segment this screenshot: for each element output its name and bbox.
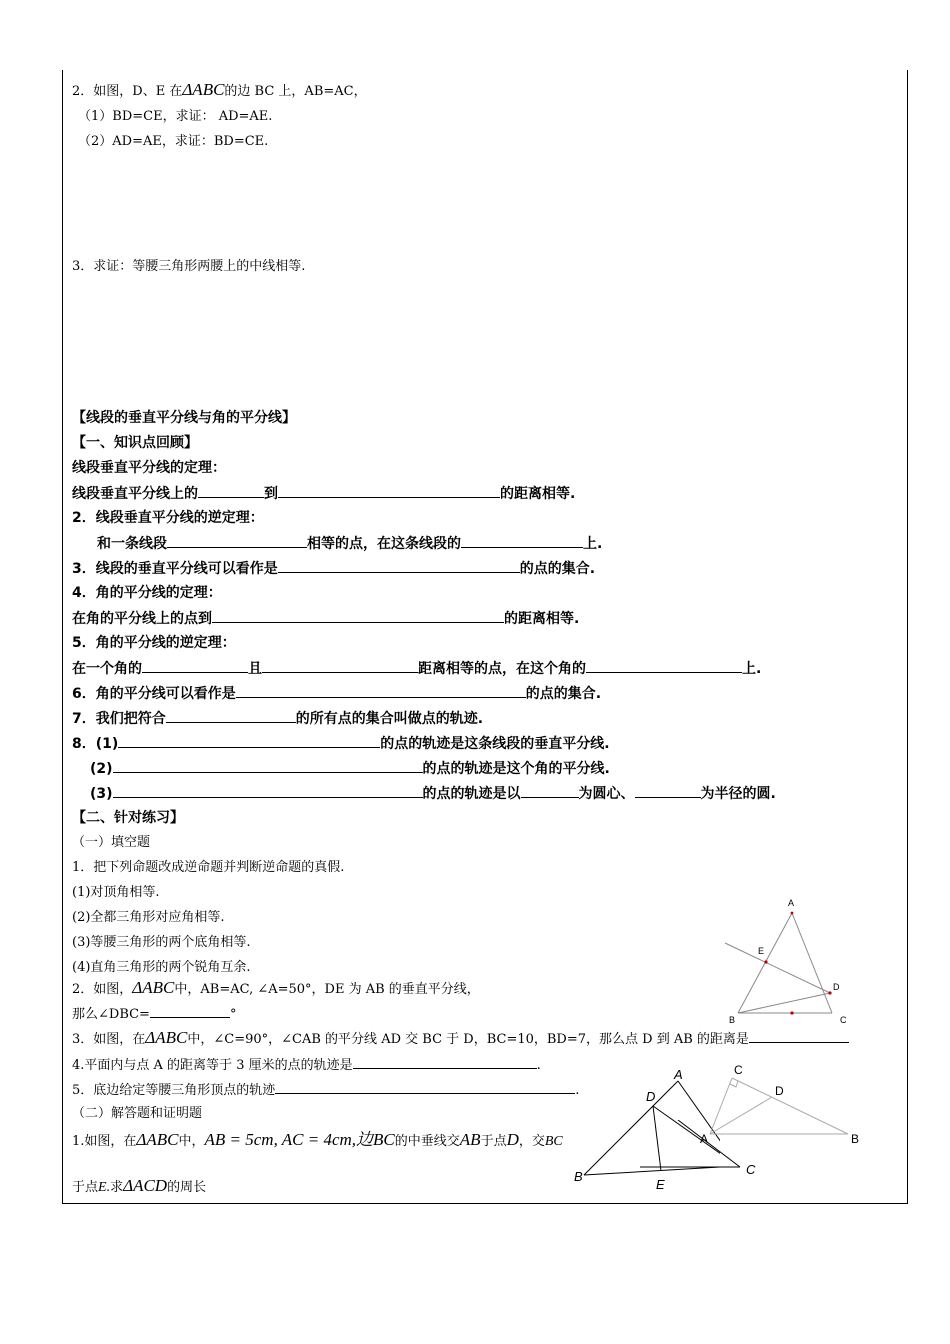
fig1-point-e [764, 960, 767, 963]
review-line-6: 4．角的平分线的定理： [72, 585, 222, 601]
fig1-label-b: B [729, 1015, 736, 1023]
fig2-label-e: E [656, 1177, 665, 1192]
fig3-label-b: B [851, 1132, 860, 1146]
review-line-10: 6．角的平分线可以看作是 的点的集合. [72, 683, 601, 704]
fill-title: （一）填空题 [72, 835, 151, 850]
fig3-bisector-ad [710, 1097, 772, 1134]
fig2-label-b: B [574, 1169, 583, 1184]
fill-q1-d: (4)直角三角形的两个锐角互余. [72, 960, 251, 975]
fig3-right-angle-mark [730, 1081, 738, 1087]
fig3-side-cb [732, 1078, 848, 1134]
review-line-7: 在角的平分线上的点到 的距离相等. [72, 608, 579, 629]
fig2-label-c: C [746, 1162, 756, 1177]
fill-q1-a: (1)对顶角相等. [72, 885, 160, 900]
fig1-label-a: A [788, 898, 795, 908]
review-line-4: 和一条线段 相等的点，在这条线段的 上. [97, 533, 602, 554]
proof-title: （二）解答题和证明题 [72, 1106, 203, 1121]
fig3-label-c: C [734, 1063, 743, 1077]
fig2-label-a: A [674, 1067, 683, 1082]
review-line-3: 2．线段垂直平分线的逆定理： [72, 510, 264, 526]
question-2-part-1: （1）BD=CE，求证： AD=AE. [78, 109, 273, 124]
review-line-8: 5．角的平分线的逆定理： [72, 635, 236, 651]
fig1-segment-bd [738, 993, 830, 1013]
question-2-part-2: （2）AD=AE，求证：BD=CE. [78, 134, 269, 149]
fill-q1-c: (3)等腰三角形的两个底角相等. [72, 935, 251, 950]
review-line-9: 在一个角的 且 距离相等的点，在这个角的 上. [72, 658, 761, 679]
proof-q1: 1.如图，在ΔABC中，AB = 5cm, AC = 4cm,边BC的中垂线交AB于点D，交BC [72, 1130, 563, 1149]
fig1-side-ac [792, 913, 832, 1013]
practice-subtitle: 【二、针对练习】 [72, 810, 184, 826]
fig2-label-d: D [646, 1089, 656, 1104]
fig3-label-a: A [700, 1132, 709, 1146]
question-3: 3．求证：等腰三角形两腰上的中线相等. [72, 259, 306, 274]
fill-q3: 3．如图，在ΔABC中，∠C=90°，∠CAB 的平分线 AD 交 BC 于 D，BC=10，BD=7，那么点 D 到 AB 的距离是 [72, 1028, 849, 1050]
fig3-side-ca [710, 1078, 732, 1134]
review-line-14: (3) 的点的轨迹是以 为圆心、 为半径的圆. [90, 783, 776, 804]
review-subtitle: 【一、知识点回顾】 [72, 435, 198, 451]
review-line-1: 线段垂直平分线的定理： [72, 460, 226, 476]
fig1-label-c: C [840, 1015, 847, 1023]
review-line-5: 3．线段的垂直平分线可以看作是 的点的集合. [72, 558, 595, 579]
fill-q2-answer: 那么∠DBC= ° [72, 1003, 236, 1025]
review-line-12: 8．(1) 的点的轨迹是这条线段的垂直平分线. [72, 733, 610, 754]
figure-triangle-1 [720, 893, 860, 1023]
fill-q1: 1．把下列命题改成逆命题并判断逆命题的真假. [72, 860, 345, 875]
section-title: 【线段的垂直平分线与角的平分线】 [72, 410, 296, 426]
fig1-label-e: E [758, 946, 765, 956]
figure-triangle-3 [700, 1060, 870, 1150]
fig1-label-d: D [833, 982, 840, 992]
review-line-13: (2) 的点的轨迹是这个角的平分线. [90, 758, 610, 779]
proof-q1-cont: 于点E.求ΔACD的周长 [72, 1176, 207, 1195]
fig1-point-a [791, 912, 794, 915]
question-2-line: 2．如图，D、E 在ΔABC的边 BC 上，AB=AC， [72, 80, 367, 99]
fig1-midpoint [790, 1011, 793, 1014]
fill-q5: 5．底边给定等腰三角形顶点的轨迹 . [72, 1079, 579, 1101]
fill-q2: 2．如图，ΔABC中，AB=AC, ∠A=50°，DE 为 AB 的垂直平分线， [72, 978, 480, 997]
fill-q1-b: (2)全都三角形对应角相等. [72, 910, 225, 925]
fill-q4: 4.平面内与点 A 的距离等于 3 厘米的点的轨迹是 . [72, 1054, 541, 1076]
review-line-2: 线段垂直平分线上的 到 的距离相等. [72, 483, 575, 504]
fig1-point-d [828, 991, 831, 994]
fig3-label-d: D [775, 1084, 784, 1098]
review-line-11: 7．我们把符合 的所有点的集合叫做点的轨迹. [72, 708, 483, 729]
